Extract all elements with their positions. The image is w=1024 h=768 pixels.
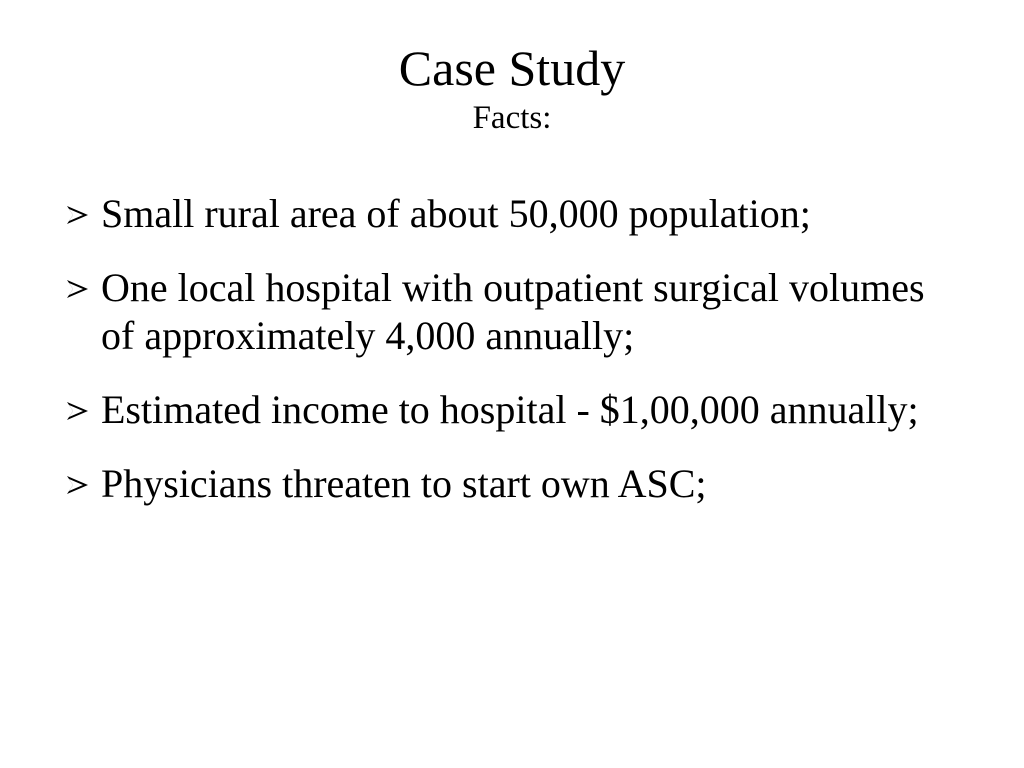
bullet-text: Small rural area of about 50,000 population;	[101, 191, 811, 236]
arrow-bullet-icon	[64, 398, 92, 424]
bullet-text: Estimated income to hospital - $1,00,000 annually;	[101, 387, 919, 432]
bullet-list	[64, 190, 964, 534]
bullet-text: Physicians threaten to start own ASC;	[101, 461, 707, 506]
slide-subtitle: Facts:	[472, 100, 552, 136]
arrow-bullet-icon	[64, 202, 92, 228]
bullet-item	[64, 190, 964, 238]
bullet-item	[64, 264, 964, 360]
arrow-bullet-icon	[64, 276, 92, 302]
bullet-item	[64, 386, 964, 434]
slide-title: Case Study	[398, 40, 626, 96]
bullet-text: One local hospital with outpatient surgical volumes of approximately 4,000 annually;	[101, 265, 925, 358]
arrow-bullet-icon	[64, 472, 92, 498]
title-block	[0, 38, 1024, 138]
bullet-item	[64, 460, 964, 508]
